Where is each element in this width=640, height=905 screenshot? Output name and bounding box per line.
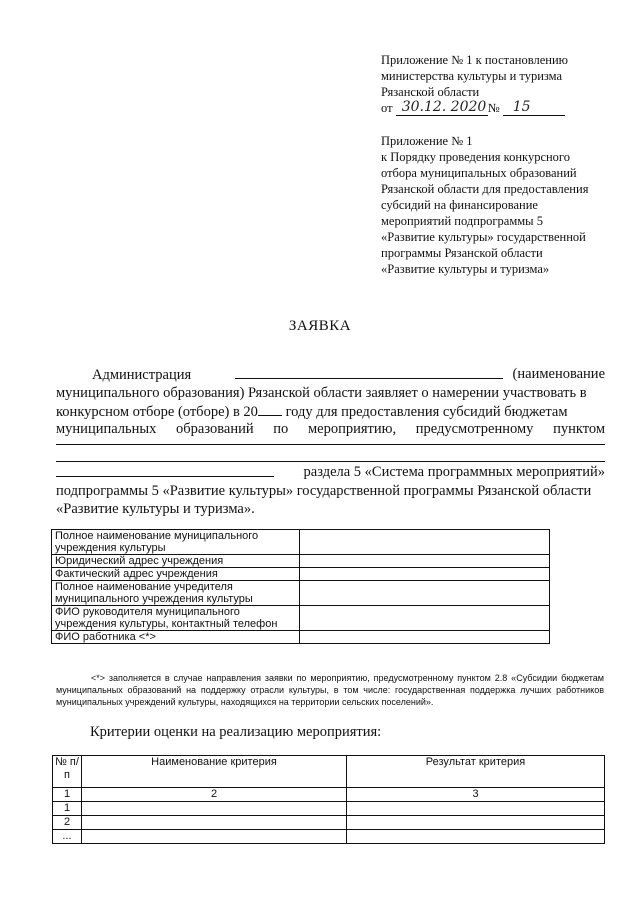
footnote: <*> заполняется в случае направления заявки по мероприятию, предусмотренному пунктом 2.8 «Субсидии бюджетам муниципальных образований на поддержку отрасли культуры, в том числе: государственная поддержка лучших работников муниципальных учреждений культуры, находящихся на территории сельских поселений». [56, 673, 604, 707]
header-number: № п/п [53, 756, 82, 788]
table-row [52, 581, 550, 606]
paragraph-blank [56, 463, 274, 477]
appendix-2-line: к Порядку проведения конкурсного [381, 150, 570, 164]
row-label: Полное наименование учредителя муниципального учреждения культуры [52, 581, 300, 606]
criterion-name-cell[interactable] [82, 816, 347, 830]
row-label: Юридический адрес учреждения [52, 555, 300, 568]
criterion-name-cell[interactable] [82, 802, 347, 816]
document-title: ЗАЯВКА [288, 318, 352, 334]
appendix-2-line: отбора муниципальных образований [381, 166, 577, 180]
header-criterion-name: Наименование критерия [82, 756, 347, 788]
table-row [52, 555, 550, 568]
row-number: 2 [53, 816, 82, 830]
municipality-blank [235, 365, 503, 379]
row-value[interactable] [300, 568, 550, 581]
row-number: 1 [53, 802, 82, 816]
index-cell: 3 [347, 788, 605, 802]
administration-word: Администрация [92, 367, 192, 383]
date-field [396, 101, 488, 116]
institution-info-table [51, 529, 550, 644]
body-line-8: «Развитие культуры и туризма». [56, 501, 255, 517]
appendix-1-header [381, 52, 568, 116]
body-line-7: подпрограммы 5 «Развитие культуры» государственной программы Рязанской области [56, 483, 592, 499]
table-row [52, 568, 550, 581]
year-blank [258, 402, 282, 416]
table-row [52, 631, 550, 644]
table-row [52, 530, 550, 555]
body-line-2: муниципального образования) Рязанской области заявляет о намерении участвовать в [56, 385, 587, 401]
body-line-1 [92, 365, 605, 385]
year-text: году для предоставления субсидий бюджетам [285, 404, 568, 420]
appendix-2-header [381, 133, 588, 277]
table-row [53, 816, 605, 830]
criteria-title: Критерии оценки на реализацию мероприятия: [90, 724, 382, 740]
header-criterion-result: Результат критерия [347, 756, 605, 788]
row-value[interactable] [300, 606, 550, 631]
appendix-2-line: «Развитие культуры» государственной [381, 230, 586, 244]
row-label: Фактический адрес учреждения [52, 568, 300, 581]
blank-line [56, 461, 605, 462]
row-value[interactable] [300, 530, 550, 555]
criterion-name-cell[interactable] [82, 830, 347, 844]
body-line-4: муниципальных образований по мероприятию, предусмотренному пунктом [56, 421, 605, 437]
criterion-result-cell[interactable] [347, 830, 605, 844]
appendix-2-line: программы Рязанской области [381, 246, 543, 260]
handwritten-number: 15 [512, 99, 531, 115]
table-row [53, 802, 605, 816]
appendix-1-line: Приложение № 1 к постановлению [381, 53, 568, 67]
appendix-2-line: мероприятий подпрограммы 5 [381, 214, 543, 228]
table-header-row [53, 756, 605, 788]
appendix-2-line: Приложение № 1 [381, 134, 473, 148]
contest-text: конкурсном отборе (отборе) в 20 [56, 404, 258, 420]
number-label: № [487, 101, 500, 115]
table-index-row [53, 788, 605, 802]
from-label: от [381, 101, 393, 115]
appendix-2-line: Рязанской области для предоставления [381, 182, 589, 196]
appendix-1-line: министерства культуры и туризма [381, 69, 563, 83]
number-field [503, 101, 565, 116]
body-line-6 [56, 463, 605, 483]
table-row [53, 830, 605, 844]
index-cell: 1 [53, 788, 82, 802]
naming-word: (наименование [512, 366, 605, 382]
row-value[interactable] [300, 581, 550, 606]
appendix-2-line: субсидий на финансирование [381, 198, 538, 212]
body-line-3 [56, 402, 605, 422]
index-cell: 2 [82, 788, 347, 802]
criterion-result-cell[interactable] [347, 802, 605, 816]
handwritten-date: 30.12. 2020 [401, 99, 487, 115]
row-label: Полное наименование муниципального учреждения культуры [52, 530, 300, 555]
blank-line [56, 444, 605, 445]
criteria-table [52, 755, 605, 844]
section-text: раздела 5 «Система программных мероприятий» [303, 464, 605, 480]
appendix-2-line: «Развитие культуры и туризма» [381, 262, 550, 276]
row-value[interactable] [300, 555, 550, 568]
row-label: ФИО руководителя муниципального учреждения культуры, контактный телефон [52, 606, 300, 631]
criterion-result-cell[interactable] [347, 816, 605, 830]
row-label: ФИО работника <*> [52, 631, 300, 644]
row-number: ... [53, 830, 82, 844]
row-value[interactable] [300, 631, 550, 644]
appendix-1-line: Рязанской области [381, 85, 480, 99]
appendix-1-date-line [381, 100, 568, 116]
table-row [52, 606, 550, 631]
